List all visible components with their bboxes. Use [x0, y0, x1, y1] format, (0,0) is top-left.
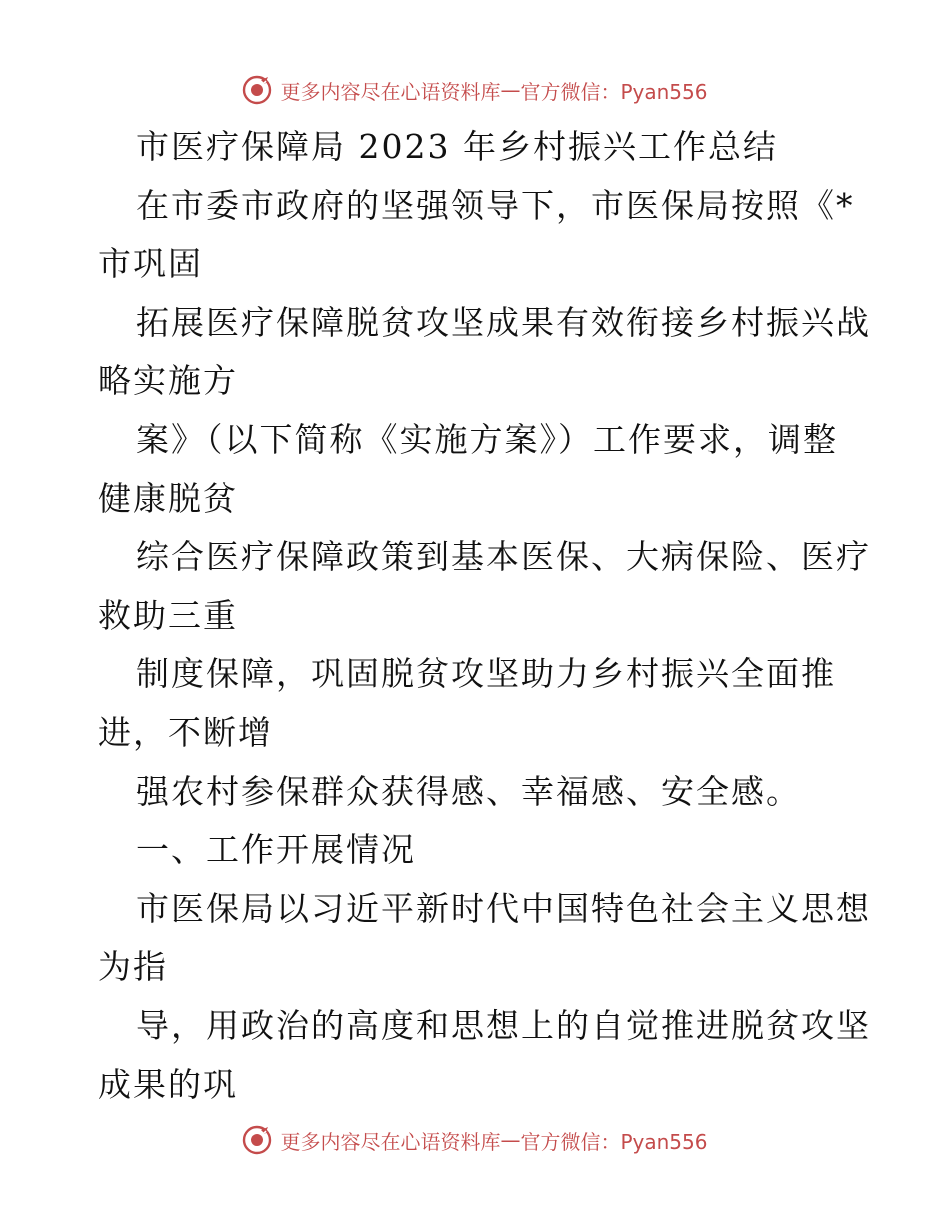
watermark-text: 更多内容尽在心语资料库 — [280, 1129, 501, 1154]
watermark-suffix: 官方微信：Pyan556 — [520, 79, 708, 104]
watermark-suffix: 官方微信：Pyan556 — [520, 1129, 708, 1154]
text-line: 综合医疗保障政策到基本医保、大病保险、医疗 — [136, 537, 871, 577]
footer-watermark — [0, 1120, 950, 1160]
watermark-text: 更多内容尽在心语资料库 — [280, 79, 501, 104]
text-line: 导，用政治的高度和思想上的自觉推进脱贫攻坚 — [136, 1005, 871, 1045]
document-body — [98, 118, 871, 1114]
header-watermark — [0, 70, 950, 110]
pen-circle-icon — [242, 75, 272, 105]
watermark-separator: — — [500, 1128, 521, 1152]
document-title: 市医疗保障局 2023 年乡村振兴工作总结 — [136, 127, 778, 166]
text-line: 强农村参保群众获得感、幸福感、安全感。 — [136, 771, 801, 811]
text-line: 为指 — [98, 947, 168, 987]
text-line: 市巩固 — [98, 244, 203, 284]
text-line: 制度保障，巩固脱贫攻坚助力乡村振兴全面推 — [136, 654, 836, 694]
text-line: 市医保局以习近平新时代中国特色社会主义思想 — [136, 888, 871, 928]
text-line: 案》（以下简称《实施方案》）工作要求，调整 — [136, 419, 838, 459]
text-line: 在市委市政府的坚强领导下，市医保局按照《* — [136, 185, 855, 225]
text-line: 进，不断增 — [98, 712, 273, 752]
text-line: 拓展医疗保障脱贫攻坚成果有效衔接乡村振兴战 — [136, 302, 871, 342]
text-line: 成果的巩 — [98, 1064, 238, 1104]
text-line: 救助三重 — [98, 595, 238, 635]
watermark-separator: — — [500, 78, 521, 102]
pen-circle-icon — [242, 1125, 272, 1155]
text-line: 略实施方 — [98, 361, 238, 401]
text-line: 健康脱贫 — [98, 478, 238, 518]
section-heading: 一、工作开展情况 — [136, 830, 416, 870]
